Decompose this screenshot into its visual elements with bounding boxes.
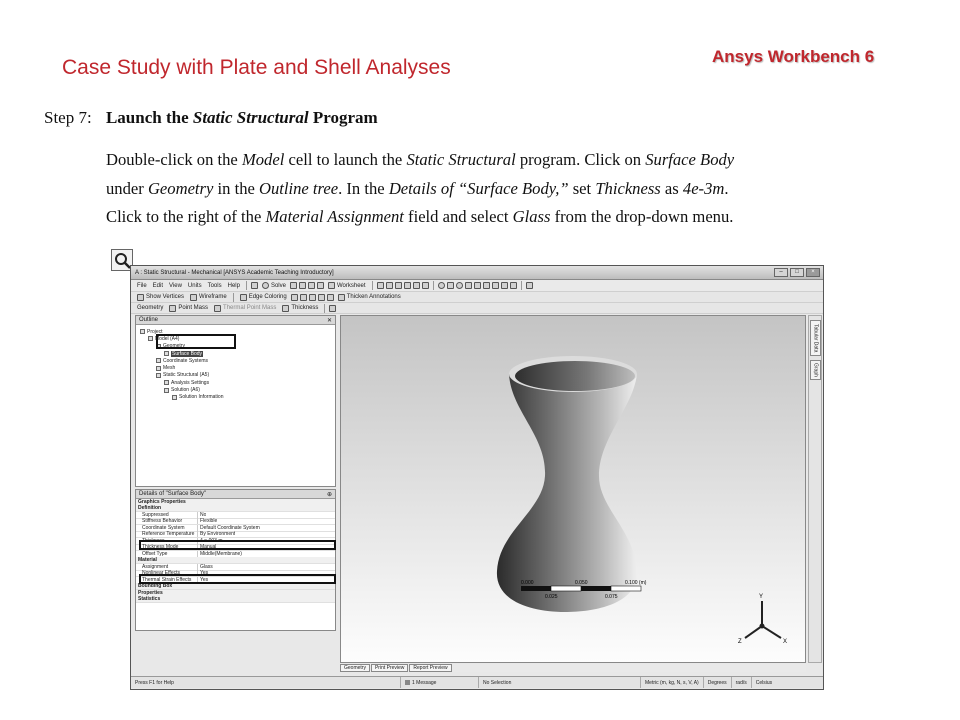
slide-brand: Ansys Workbench 6: [712, 47, 875, 66]
window-title: A : Static Structural - Mechanical [ANSYS Academic Teaching Introductory]: [135, 269, 334, 276]
details-key: Coordinate System: [136, 525, 198, 531]
show-vertices-button[interactable]: [135, 294, 186, 301]
thickness-icon: [282, 305, 289, 312]
edge-style-4-icon[interactable]: [318, 294, 325, 301]
txt: from the drop-down menu.: [550, 207, 734, 226]
outline-item-label: Solution (A6): [171, 387, 200, 394]
menu-edit[interactable]: Edit: [152, 282, 164, 289]
export-icon[interactable]: [317, 282, 324, 289]
face-select-icon[interactable]: [404, 282, 411, 289]
details-group-row[interactable]: [136, 597, 335, 604]
probe-icon[interactable]: [290, 282, 297, 289]
menu-help[interactable]: Help: [227, 282, 240, 289]
edge-style-3-icon[interactable]: [309, 294, 316, 301]
txt: Glass: [512, 207, 551, 226]
separator: [372, 281, 373, 290]
status-selection: No Selection: [479, 677, 641, 688]
txt: Outline tree: [259, 178, 339, 198]
outline-header: [136, 316, 335, 325]
details-grid: [136, 499, 335, 603]
menu-tools[interactable]: Tools: [207, 282, 222, 289]
edge-style-1-icon[interactable]: [291, 294, 298, 301]
menu-file[interactable]: File: [137, 282, 147, 289]
graph-tab[interactable]: Graph: [810, 360, 821, 380]
scale-label: 0.025: [545, 594, 558, 600]
instruction-line-2: [106, 175, 846, 204]
outline-item-label: Project: [147, 328, 163, 335]
details-value[interactable]: Yes: [200, 570, 209, 577]
thickness-label: Thickness: [291, 305, 319, 311]
txt: cell to launch the: [284, 150, 407, 169]
box-zoom-icon[interactable]: [465, 282, 472, 289]
isometric-view-icon[interactable]: [510, 282, 517, 289]
scale-label: 0.050: [575, 580, 588, 586]
separator: [433, 281, 434, 290]
step-title-italic: Static Structural: [192, 108, 309, 127]
maximize-button[interactable]: □: [790, 268, 804, 277]
outline-item[interactable]: [136, 394, 335, 401]
outline-item-label: Coordinate Systems: [163, 357, 209, 364]
outline-item-label: Model (A4): [155, 335, 180, 342]
tree-node-icon: [164, 388, 169, 393]
txt: Double-click on the: [106, 150, 242, 169]
tabular-data-tab[interactable]: Tabular Data: [810, 320, 821, 356]
worksheet-label: Worksheet: [336, 282, 366, 289]
details-key: Reference Temperature: [136, 531, 198, 537]
thickness-button[interactable]: [280, 305, 320, 312]
worksheet-button[interactable]: [326, 282, 368, 289]
pin-icon[interactable]: ⊕: [326, 491, 332, 498]
triad-y-label: Y: [759, 594, 764, 600]
menu-view[interactable]: View: [169, 282, 182, 289]
solve-icon: [262, 282, 269, 289]
instruction-paragraph: [106, 146, 846, 232]
txt: .: [724, 178, 729, 198]
step-title-suffix: Program: [312, 108, 378, 127]
outline-item[interactable]: [136, 364, 335, 371]
txt: field and select: [403, 207, 513, 226]
slide-title: Case Study with Plate and Shell Analyses: [62, 56, 451, 79]
vase-body: [497, 374, 637, 612]
zoom-icon[interactable]: [456, 282, 463, 289]
outline-item[interactable]: [136, 372, 335, 379]
thickness-highlight: [139, 537, 336, 550]
next-view-icon[interactable]: [501, 282, 508, 289]
details-key: Properties: [136, 590, 335, 596]
show-vertices-label: Show Vertices: [146, 294, 185, 300]
details-key: Stiffness Behavior: [136, 518, 198, 524]
edge-coloring-icon: [240, 294, 247, 301]
txt: Static Structural: [406, 150, 516, 169]
graphics-viewport[interactable]: [340, 315, 806, 663]
tree-node-icon: [148, 336, 153, 341]
status-angle[interactable]: Degrees: [704, 677, 732, 688]
edge-select-icon[interactable]: [395, 282, 402, 289]
outline-item-label: Static Structural (A5): [163, 372, 210, 379]
step-number: Step 7:: [44, 108, 92, 127]
select-mode-icon[interactable]: [377, 282, 384, 289]
vase-opening: [515, 361, 635, 391]
tree-node-icon: [140, 329, 145, 334]
details-key: Assignment: [136, 564, 198, 570]
txt: Material Assignment: [265, 207, 404, 226]
tree-node-icon: [156, 373, 161, 378]
bottom-tab-strip: [340, 664, 806, 672]
outline-item-label: Analysis Settings: [171, 379, 210, 386]
txt: set: [568, 178, 596, 198]
thermal-point-mass-icon: [214, 305, 221, 312]
outline-panel: [135, 315, 336, 487]
edge-coloring-button[interactable]: [238, 294, 289, 301]
worksheet-icon: [328, 282, 335, 289]
separator: [521, 281, 522, 290]
details-value[interactable]: No: [200, 511, 207, 518]
viewport-layout-icon[interactable]: [526, 282, 533, 289]
step-heading: [44, 108, 378, 128]
thicken-annotations-button[interactable]: [336, 294, 403, 301]
geometry-tab[interactable]: Geometry: [340, 664, 370, 672]
rotate-icon[interactable]: [438, 282, 445, 289]
details-header: [136, 490, 335, 499]
surface-body-highlight: [156, 334, 236, 349]
txt: in the: [213, 178, 259, 198]
context-toolbar: [131, 303, 823, 314]
scale-label: 0.075: [605, 594, 618, 600]
status-messages[interactable]: [401, 677, 479, 688]
txt: . In the: [338, 178, 389, 198]
mechanical-window: [130, 265, 824, 690]
details-key: Material: [136, 557, 335, 563]
message-icon: [405, 680, 410, 685]
status-temperature[interactable]: Celsius: [755, 679, 773, 686]
details-key: Thickness: [136, 538, 198, 544]
outline-item[interactable]: [136, 357, 335, 364]
txt: program. Click on: [515, 150, 646, 169]
material-assignment-highlight: [139, 574, 336, 584]
commands-icon[interactable]: [329, 305, 336, 312]
pin-icon[interactable]: ✕: [326, 317, 332, 324]
txt: Surface Body: [645, 150, 735, 169]
details-key: Offset Type: [136, 551, 198, 557]
solve-label: Solve: [270, 282, 286, 289]
step-title-prefix: Launch the: [105, 108, 189, 127]
separator: [246, 281, 247, 290]
details-value[interactable]: Middle(Membrane): [200, 550, 242, 557]
extend-select-icon[interactable]: [422, 282, 429, 289]
print-preview-tab[interactable]: Print Preview: [371, 664, 408, 672]
tree-node-icon: [164, 380, 169, 385]
txt: 4e-3m: [682, 178, 725, 198]
details-value[interactable]: Default Coordinate System: [200, 524, 260, 531]
instruction-line-1: [106, 146, 846, 175]
outline-item-label: Geometry: [163, 343, 185, 350]
triad-z-label: Z: [738, 639, 742, 645]
details-title: Details of "Surface Body": [139, 491, 206, 497]
triad-x-label: X: [783, 639, 788, 645]
zoom-fit-icon[interactable]: [474, 282, 481, 289]
vase-model[interactable]: [341, 316, 805, 662]
window-titlebar: [131, 266, 823, 280]
report-preview-tab[interactable]: Report Preview: [409, 664, 451, 672]
menu-units[interactable]: Units: [187, 282, 202, 289]
details-key: Graphics Properties: [136, 499, 335, 505]
details-key: Nonlinear Effects: [136, 570, 198, 576]
magnifier-window-icon[interactable]: [483, 282, 490, 289]
point-mass-icon: [169, 305, 176, 312]
scale-label: 0.100 (m): [625, 580, 647, 586]
txt: Details of “Surface Body,”: [388, 178, 569, 198]
tree-icon[interactable]: [251, 282, 258, 289]
txt: Click to the right of the: [106, 207, 266, 226]
geometry-context-button[interactable]: Geometry: [137, 305, 164, 311]
details-value[interactable]: By Environment: [200, 531, 236, 538]
details-key: Thermal Strain Effects: [136, 577, 198, 583]
thermal-point-mass-button[interactable]: [212, 305, 278, 312]
edge-style-2-icon[interactable]: [300, 294, 307, 301]
pan-icon[interactable]: [447, 282, 454, 289]
thicken-icon: [338, 294, 345, 301]
solve-button[interactable]: [260, 282, 288, 289]
graphics-toolbar: [131, 292, 823, 303]
outline-title: Outline: [139, 317, 159, 323]
wireframe-button[interactable]: [188, 294, 229, 301]
scale-icon[interactable]: [308, 282, 315, 289]
txt: Geometry: [147, 178, 214, 198]
status-units[interactable]: Metric (m, kg, N, s, V, A): [641, 677, 704, 688]
details-key: Statistics: [136, 596, 335, 602]
status-messages-label: 1 Message: [412, 679, 437, 686]
outline-item[interactable]: [136, 386, 335, 393]
tree-node-icon: [164, 351, 169, 356]
menu-bar: [131, 280, 823, 292]
txt: Model: [241, 150, 285, 169]
outline-item[interactable]: [136, 379, 335, 386]
details-value[interactable]: Glass: [200, 563, 213, 570]
details-value[interactable]: Flexible: [200, 518, 218, 525]
txt: under: [106, 178, 148, 198]
point-mass-label: Point Mass: [178, 305, 209, 311]
status-help: Press F1 for Help: [131, 677, 401, 688]
details-value[interactable]: 4.e-003 m: [200, 537, 223, 544]
details-value[interactable]: Manual: [200, 544, 217, 551]
previous-view-icon[interactable]: [492, 282, 499, 289]
details-key: Suppressed: [136, 512, 198, 518]
details-key: Bounding Box: [136, 583, 335, 589]
wireframe-icon: [190, 294, 197, 301]
side-tab-strip: [808, 315, 822, 663]
edge-style-5-icon[interactable]: [327, 294, 334, 301]
details-key: Definition: [136, 505, 335, 511]
outline-item-label: Surface Body: [172, 350, 203, 357]
details-value[interactable]: Yes: [200, 576, 209, 583]
close-button[interactable]: ×: [806, 268, 820, 277]
instruction-line-3: [106, 203, 846, 232]
wireframe-label: Wireframe: [199, 294, 227, 300]
txt: as: [660, 178, 683, 198]
vertices-icon: [137, 294, 144, 301]
txt: Thickness: [595, 178, 661, 198]
edge-coloring-label: Edge Coloring: [248, 294, 287, 300]
label-icon[interactable]: [299, 282, 306, 289]
point-mass-button[interactable]: [167, 305, 210, 312]
separator: [233, 293, 234, 302]
scale-label: 0.000: [521, 580, 534, 586]
details-panel: [135, 489, 336, 631]
tree-node-icon: [172, 395, 177, 400]
vertex-select-icon[interactable]: [386, 282, 393, 289]
separator: [324, 304, 325, 313]
outline-item[interactable]: [136, 350, 335, 357]
tree-node-icon: [156, 366, 161, 371]
tree-node-icon: [156, 358, 161, 363]
coordinate-triad[interactable]: [738, 594, 787, 645]
body-select-icon[interactable]: [413, 282, 420, 289]
thicken-label: Thicken Annotations: [346, 294, 401, 300]
thermal-point-mass-label: Thermal Point Mass: [223, 305, 277, 311]
outline-item-label: Solution Information: [179, 394, 224, 401]
outline-item-label: Mesh: [163, 365, 176, 372]
status-bar: [131, 676, 823, 688]
details-key: Thickness Mode: [136, 544, 198, 550]
minimize-button[interactable]: –: [774, 268, 788, 277]
status-rate[interactable]: rad/s: [732, 677, 752, 688]
